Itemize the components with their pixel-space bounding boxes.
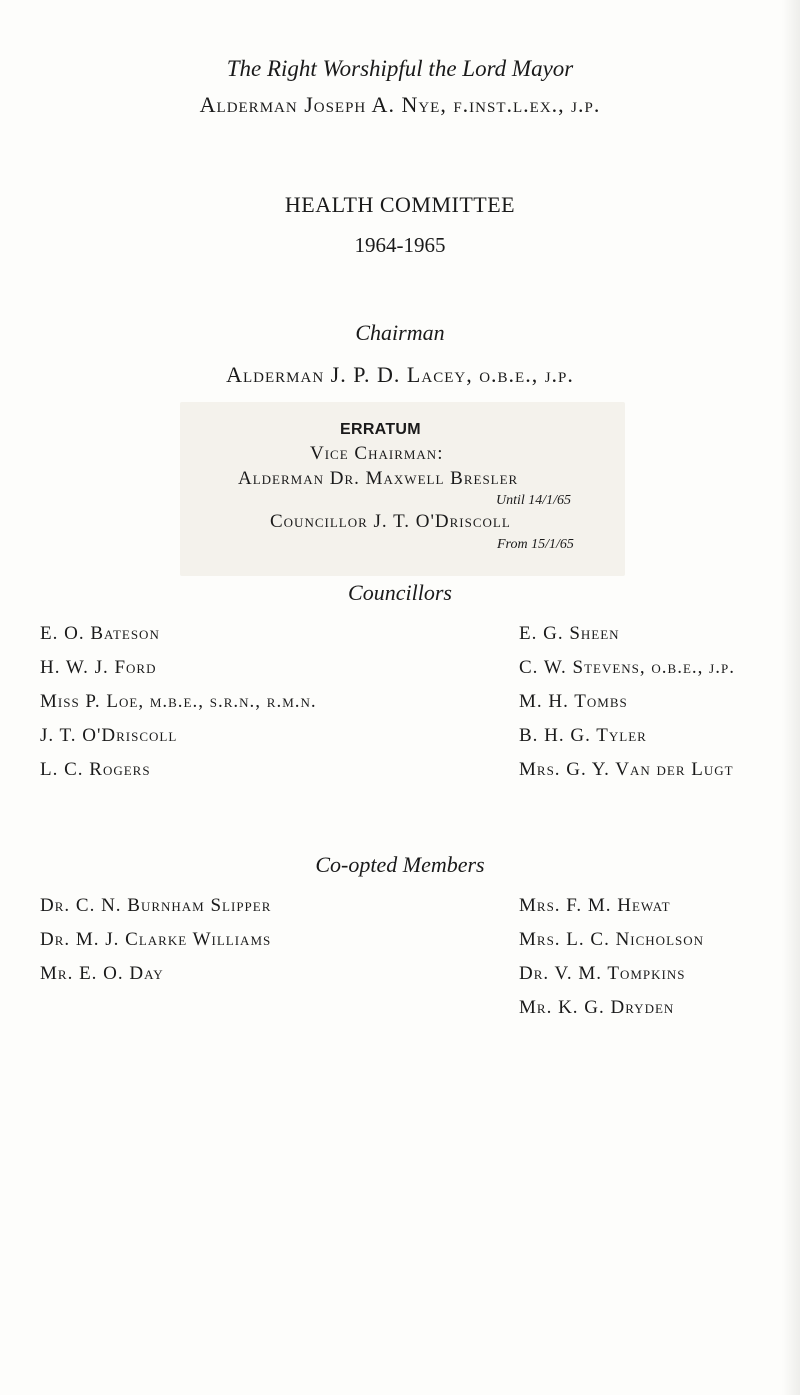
councillor-name: M. H. Tombs <box>519 691 628 712</box>
coopted-member-name: Mrs. F. M. Hewat <box>519 895 671 916</box>
erratum-name-2: Councillor J. T. O'Driscoll <box>270 511 511 532</box>
erratum-date-1: Until 14/1/65 <box>496 493 572 508</box>
erratum-vice-chairman-label: Vice Chairman: <box>310 443 444 464</box>
councillors-left-column <box>40 617 317 787</box>
chairman-name: Alderman J. P. D. Lacey, o.b.e., j.p. <box>226 362 574 387</box>
committee-title: HEALTH COMMITTEE <box>284 192 516 217</box>
coopted-member-name: Dr. V. M. Tompkins <box>519 963 686 984</box>
lord-mayor-name: Alderman Joseph A. Nye, f.inst.l.ex., j.p. <box>199 92 601 117</box>
committee-years: 1964-1965 <box>354 233 446 257</box>
councillor-name: E. G. Sheen <box>519 623 620 644</box>
coopted-heading: Co-opted Members <box>315 852 485 877</box>
councillors-right-column <box>519 617 735 787</box>
lord-mayor-title: The Right Worshipful the Lord Mayor <box>226 56 574 81</box>
erratum-title: ERRATUM <box>340 421 421 438</box>
councillor-name: J. T. O'Driscoll <box>40 725 178 746</box>
councillor-name: C. W. Stevens, o.b.e., j.p. <box>519 657 735 678</box>
councillor-name: Mrs. G. Y. Van der Lugt <box>519 759 734 780</box>
coopted-right-column <box>519 889 704 1025</box>
chairman-heading: Chairman <box>355 320 445 345</box>
councillor-name: H. W. J. Ford <box>40 657 157 678</box>
page-edge-shadow <box>782 0 800 1395</box>
coopted-left-column <box>40 889 271 991</box>
coopted-member-name: Dr. M. J. Clarke Williams <box>40 929 272 950</box>
coopted-member-name: Mrs. L. C. Nicholson <box>519 929 705 950</box>
coopted-member-name: Mr. E. O. Day <box>40 963 164 984</box>
coopted-member-name: Dr. C. N. Burnham Slipper <box>40 895 272 916</box>
councillor-name: Miss P. Loe, m.b.e., s.r.n., r.m.n. <box>40 691 317 712</box>
councillor-name: E. O. Bateson <box>40 623 160 644</box>
councillors-heading: Councillors <box>348 580 452 605</box>
erratum-name-1: Alderman Dr. Maxwell Bresler <box>238 468 519 489</box>
councillor-name: B. H. G. Tyler <box>519 725 647 746</box>
councillor-name: L. C. Rogers <box>40 759 151 780</box>
coopted-member-name: Mr. K. G. Dryden <box>519 997 675 1018</box>
erratum-date-2: From 15/1/65 <box>497 537 574 552</box>
